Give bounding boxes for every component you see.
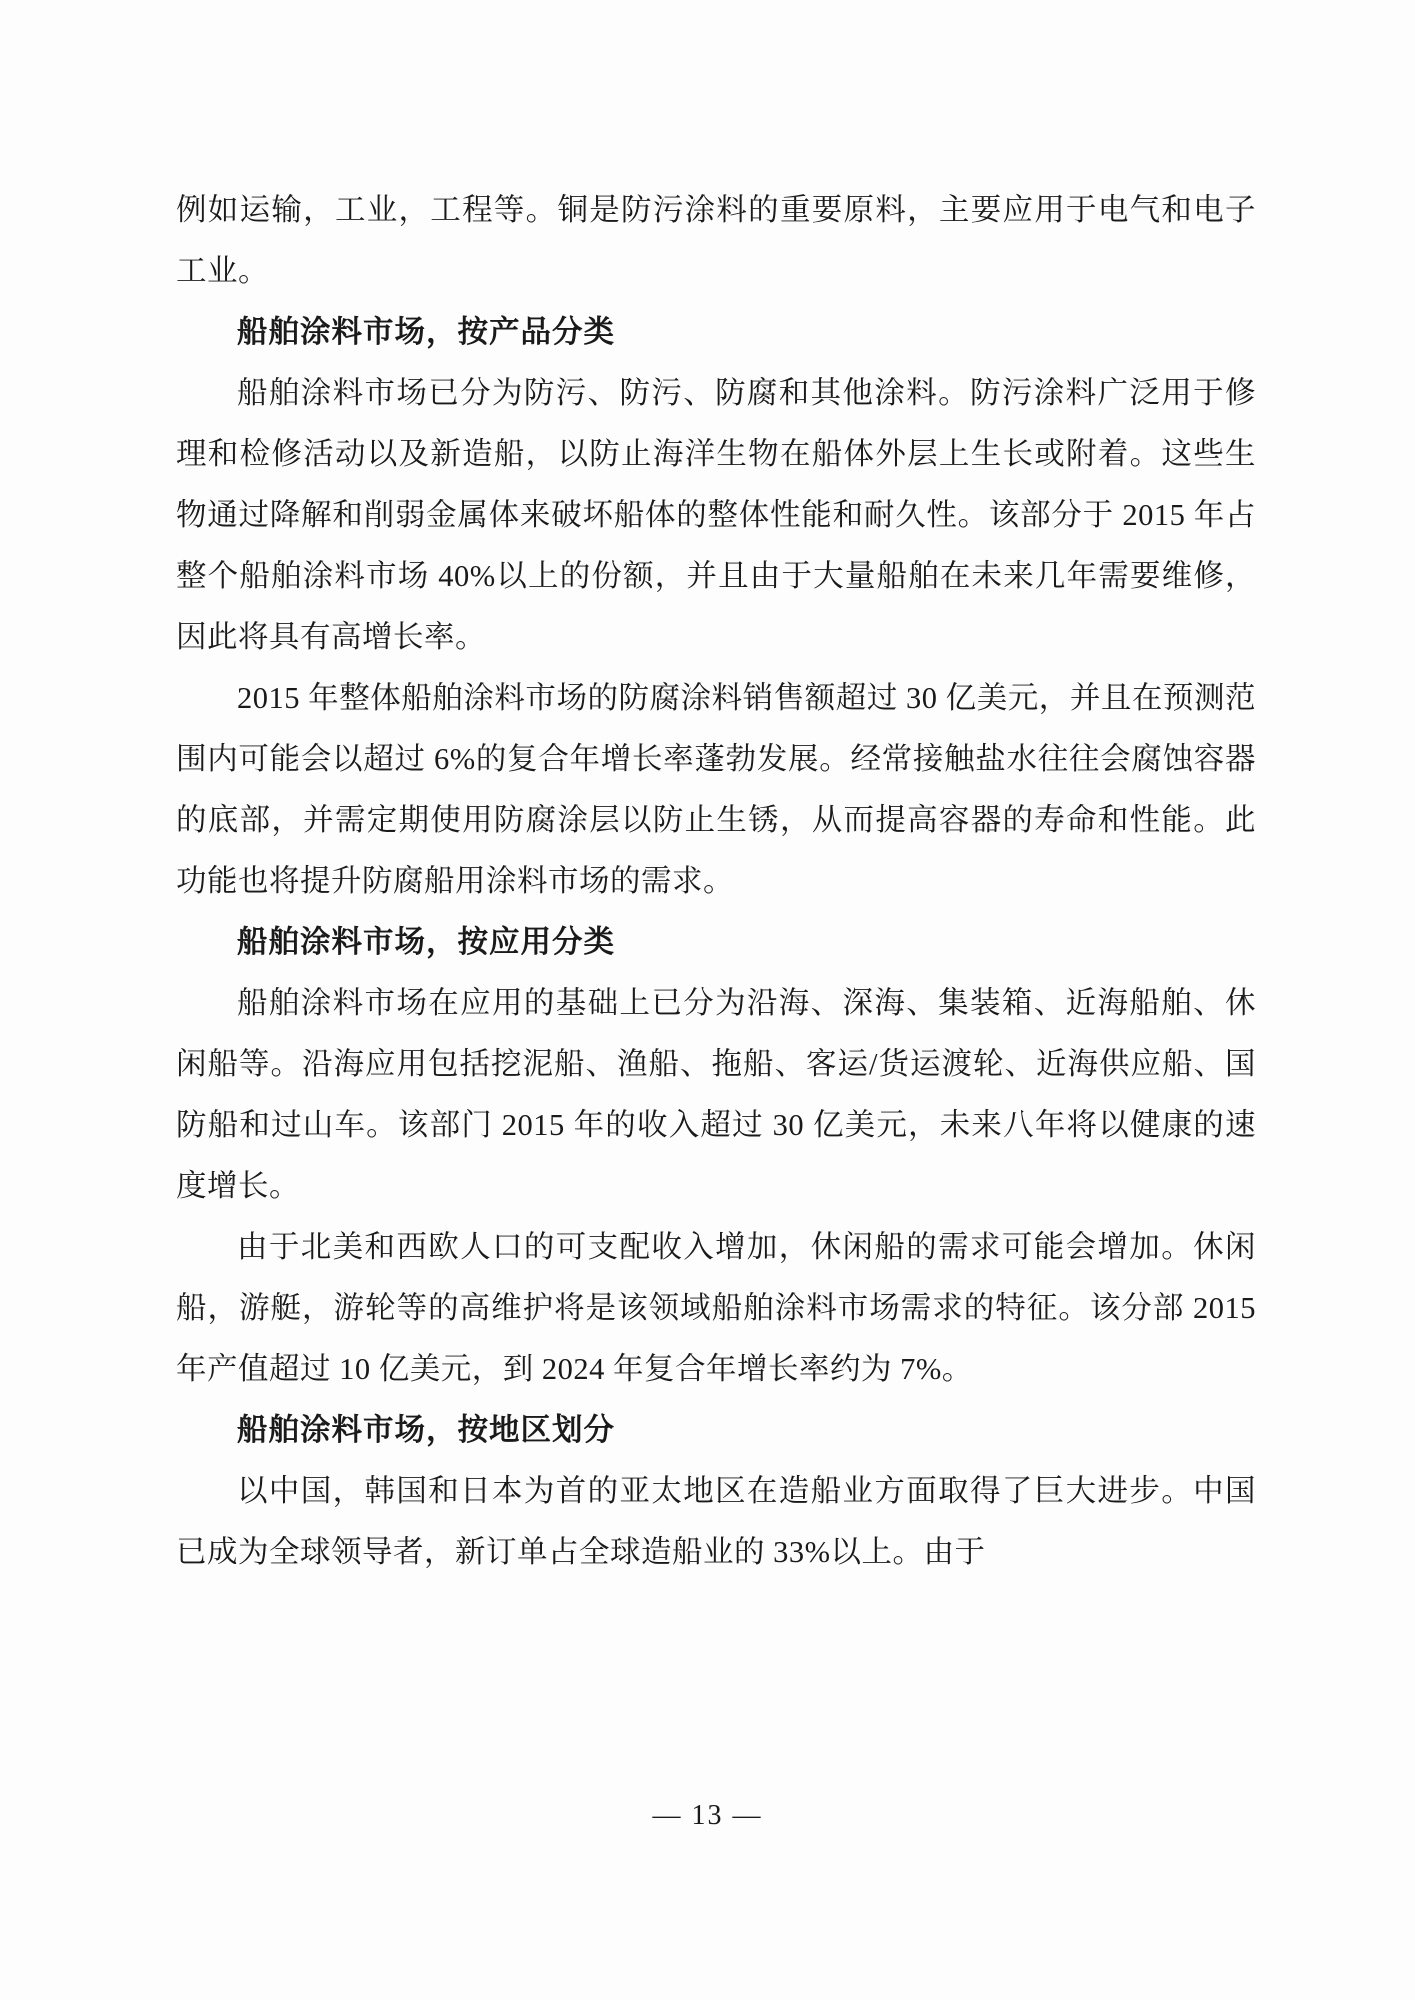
paragraph-asia-pacific: 以中国，韩国和日本为首的亚太地区在造船业方面取得了巨大进步。中国已成为全球领导者，新订单占全球造船业的 33%以上。由于 xyxy=(176,1474,1256,1569)
paragraph-anticorrosion: 2015 年整体船舶涂料市场的防腐涂料销售额超过 30 亿美元，并且在预测范围内可能会以超过 6%的复合年增长率蓬勃发展。经常接触盐水往往会腐蚀容器的底部，并需定期使用防腐涂层以防止生锈，从而提高容器的寿命和性能。此功能也将提升防腐船用涂料市场的需求。 xyxy=(176,681,1256,898)
paragraph-application-segments: 船舶涂料市场在应用的基础上已分为沿海、深海、集装箱、近海船舶、休闲船等。沿海应用包括挖泥船、渔船、拖船、客运/货运渡轮、近海供应船、国防船和过山车。该部门 2015 年的收入超过 30 亿美元，未来八年将以健康的速度增长。 xyxy=(176,986,1256,1203)
page-body xyxy=(176,180,1256,1583)
heading-by-product: 船舶涂料市场，按产品分类 xyxy=(237,315,615,349)
heading-by-region: 船舶涂料市场，按地区划分 xyxy=(237,1413,615,1447)
paragraph-intro: 例如运输，工业，工程等。铜是防污涂料的重要原料，主要应用于电气和电子工业。 xyxy=(176,193,1256,288)
paragraph-antifouling: 船舶涂料市场已分为防污、防污、防腐和其他涂料。防污涂料广泛用于修理和检修活动以及新造船，以防止海洋生物在船体外层上生长或附着。这些生物通过降解和削弱金属体来破坏船体的整体性能和耐久性。该部分于 2015 年占整个船舶涂料市场 40%以上的份额，并且由于大量船舶在未来几年需要维修，因此将具有高增长率。 xyxy=(176,376,1256,654)
page-number: — 13 — xyxy=(652,1800,763,1831)
paragraph-leisure-boats: 由于北美和西欧人口的可支配收入增加，休闲船的需求可能会增加。休闲船，游艇，游轮等的高维护将是该领域船舶涂料市场需求的特征。该分部 2015 年产值超过 10 亿美元，到 2024 年复合年增长率约为 7%。 xyxy=(176,1230,1256,1386)
heading-by-application: 船舶涂料市场，按应用分类 xyxy=(237,925,615,959)
